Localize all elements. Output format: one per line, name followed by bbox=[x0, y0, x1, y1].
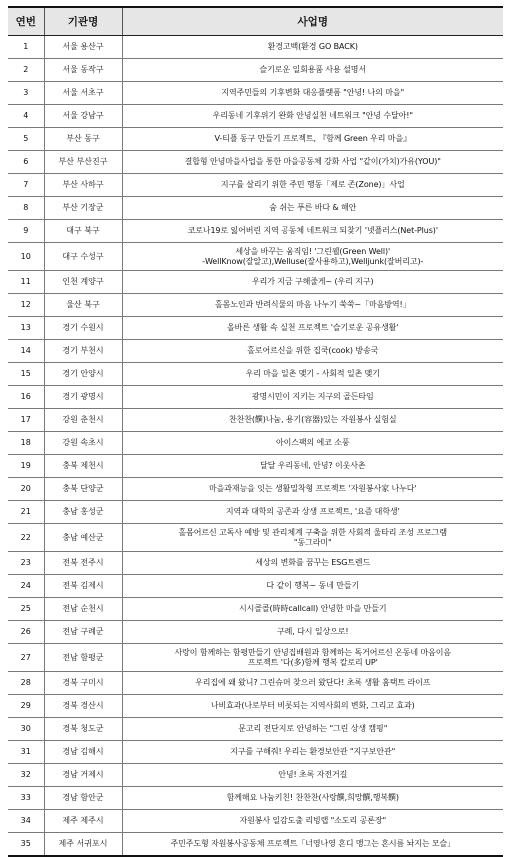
table-row bbox=[8, 575, 503, 598]
cell-organization: 서울 서초구 bbox=[44, 82, 122, 105]
cell-project-name: 지구를 살리기 위한 주민 행동「제로 존(Zone)」사업 bbox=[122, 174, 503, 197]
table-row bbox=[8, 340, 503, 363]
cell-organization: 전남 구례군 bbox=[44, 621, 122, 644]
cell-organization: 강원 춘천시 bbox=[44, 409, 122, 432]
cell-serial-number: 6 bbox=[8, 151, 44, 174]
table-row bbox=[8, 59, 503, 82]
cell-organization: 경기 부천시 bbox=[44, 340, 122, 363]
cell-serial-number: 28 bbox=[8, 672, 44, 695]
table-row bbox=[8, 432, 503, 455]
table-header bbox=[8, 7, 503, 36]
cell-serial-number: 12 bbox=[8, 294, 44, 317]
cell-serial-number: 20 bbox=[8, 478, 44, 501]
table-row bbox=[8, 409, 503, 432]
cell-organization: 경남 함안군 bbox=[44, 787, 122, 810]
cell-serial-number: 19 bbox=[8, 455, 44, 478]
cell-organization: 경북 청도군 bbox=[44, 718, 122, 741]
cell-serial-number: 25 bbox=[8, 598, 44, 621]
cell-project-name: 마을과재능을 잇는 생활밀착형 프로젝트 '자원봉사家 나누다' bbox=[122, 478, 503, 501]
table-row bbox=[8, 598, 503, 621]
cell-project-name: 주민주도형 자원봉사공동체 프로젝트「너영나영 혼디 맹그는 혼시름 놔지는 모슬」 bbox=[122, 833, 503, 857]
cell-organization: 전북 김제시 bbox=[44, 575, 122, 598]
table-row bbox=[8, 271, 503, 294]
project-list-table-container bbox=[8, 6, 503, 857]
cell-organization: 충북 제천시 bbox=[44, 455, 122, 478]
cell-serial-number: 35 bbox=[8, 833, 44, 857]
cell-serial-number: 9 bbox=[8, 220, 44, 243]
project-list-table bbox=[8, 6, 503, 857]
table-row bbox=[8, 294, 503, 317]
cell-project-name: 시시콜콜(時時callcall) 안녕한 마을 만들기 bbox=[122, 598, 503, 621]
table-row bbox=[8, 764, 503, 787]
cell-project-name: 홀몸노인과 반려식물의 마음 나누기 쑥쑥~「마음방역!」 bbox=[122, 294, 503, 317]
cell-project-name: 자원봉사 일감도출 리빙랩 "소도리 공론장" bbox=[122, 810, 503, 833]
table-row bbox=[8, 478, 503, 501]
cell-project-name: 우리집에 왜 왔니? 그린슈머 찾으러 왔단다! 초록 생활 홈택트 라이프 bbox=[122, 672, 503, 695]
cell-organization: 전남 순천시 bbox=[44, 598, 122, 621]
cell-serial-number: 26 bbox=[8, 621, 44, 644]
cell-organization: 대구 북구 bbox=[44, 220, 122, 243]
cell-serial-number: 24 bbox=[8, 575, 44, 598]
cell-serial-number: 30 bbox=[8, 718, 44, 741]
cell-project-name: 달달 우리동네, 안녕? 이웃사촌 bbox=[122, 455, 503, 478]
cell-organization: 서울 용산구 bbox=[44, 36, 122, 59]
cell-project-name: 지구를 구해줘! 우리는 환경보안관 "지구보안관" bbox=[122, 741, 503, 764]
cell-serial-number: 2 bbox=[8, 59, 44, 82]
table-body bbox=[8, 36, 503, 857]
cell-serial-number: 16 bbox=[8, 386, 44, 409]
table-row bbox=[8, 174, 503, 197]
table-row bbox=[8, 672, 503, 695]
table-row bbox=[8, 82, 503, 105]
cell-serial-number: 8 bbox=[8, 197, 44, 220]
cell-project-name: 지역과 대학의 공존과 상생 프로젝트, '요즘 대학생' bbox=[122, 501, 503, 524]
table-row bbox=[8, 455, 503, 478]
cell-serial-number: 15 bbox=[8, 363, 44, 386]
cell-serial-number: 17 bbox=[8, 409, 44, 432]
cell-project-name: 슬기로운 일회용품 사용 설명서 bbox=[122, 59, 503, 82]
table-row bbox=[8, 501, 503, 524]
cell-organization: 경북 구미시 bbox=[44, 672, 122, 695]
cell-organization: 제주 제주시 bbox=[44, 810, 122, 833]
cell-serial-number: 29 bbox=[8, 695, 44, 718]
table-row bbox=[8, 197, 503, 220]
cell-organization: 경기 광명시 bbox=[44, 386, 122, 409]
table-row bbox=[8, 128, 503, 151]
cell-project-name: 함께해요 나눔키친! 찬찬찬(사랑饌,희망饌,행복饌) bbox=[122, 787, 503, 810]
cell-serial-number: 33 bbox=[8, 787, 44, 810]
table-row bbox=[8, 524, 503, 552]
cell-organization: 경남 거제시 bbox=[44, 764, 122, 787]
cell-organization: 서울 동작구 bbox=[44, 59, 122, 82]
cell-organization: 인천 계양구 bbox=[44, 271, 122, 294]
cell-organization: 서울 강남구 bbox=[44, 105, 122, 128]
cell-organization: 울산 북구 bbox=[44, 294, 122, 317]
cell-project-name: 홀몸어르신 고독사 예방 및 관리체계 구축을 위한 사회적 울타리 조성 프로그램 "동그라미" bbox=[122, 524, 503, 552]
cell-organization: 부산 동구 bbox=[44, 128, 122, 151]
cell-project-name: V-티플 동구 만들기 프로젝트, 『함께 Green 우리 마을』 bbox=[122, 128, 503, 151]
header-organization: 기관명 bbox=[44, 7, 122, 36]
cell-project-name: 아이스팩의 에코 소풍 bbox=[122, 432, 503, 455]
cell-project-name: 광명시민이 지키는 지구의 골든타임 bbox=[122, 386, 503, 409]
cell-serial-number: 18 bbox=[8, 432, 44, 455]
cell-serial-number: 31 bbox=[8, 741, 44, 764]
cell-organization: 제주 서귀포시 bbox=[44, 833, 122, 857]
header-row bbox=[8, 7, 503, 36]
cell-project-name: 사랑이 함께하는 함평만들기 안녕집배원과 함께하는 독거어르신 온동네 마음이음 프로젝트 '다(多)함께 행복 칼로리 UP' bbox=[122, 644, 503, 672]
cell-organization: 부산 기장군 bbox=[44, 197, 122, 220]
cell-organization: 강원 속초시 bbox=[44, 432, 122, 455]
cell-organization: 충남 홍성군 bbox=[44, 501, 122, 524]
cell-organization: 경기 안양시 bbox=[44, 363, 122, 386]
table-row bbox=[8, 644, 503, 672]
cell-project-name: 안녕! 초록 자전거길 bbox=[122, 764, 503, 787]
cell-project-name: 환경고백(환경 GO BACK) bbox=[122, 36, 503, 59]
cell-serial-number: 34 bbox=[8, 810, 44, 833]
cell-serial-number: 13 bbox=[8, 317, 44, 340]
cell-organization: 전북 전주시 bbox=[44, 552, 122, 575]
cell-project-name: 우리 마을 일촌 맺기 - 사회적 일촌 맺기 bbox=[122, 363, 503, 386]
cell-project-name: 우리동네 기후위기 완화 안녕실천 네트워크 "안녕 수달아!" bbox=[122, 105, 503, 128]
header-project-name: 사업명 bbox=[122, 7, 503, 36]
table-row bbox=[8, 363, 503, 386]
cell-project-name: 우리가 지금 구해줄게~ (우리 지구) bbox=[122, 271, 503, 294]
table-row bbox=[8, 243, 503, 271]
cell-organization: 충남 예산군 bbox=[44, 524, 122, 552]
cell-project-name: 코로나19로 잃어버린 지역 공동체 네트워크 되찾기 '넷플러스(Net-Plus)' bbox=[122, 220, 503, 243]
table-row bbox=[8, 695, 503, 718]
table-row bbox=[8, 105, 503, 128]
table-row bbox=[8, 833, 503, 857]
cell-project-name: 세상의 변화를 꿈꾸는 ESG트렌드 bbox=[122, 552, 503, 575]
cell-serial-number: 1 bbox=[8, 36, 44, 59]
cell-organization: 부산 부산진구 bbox=[44, 151, 122, 174]
cell-project-name: 구례, 다시 일상으로! bbox=[122, 621, 503, 644]
table-row bbox=[8, 787, 503, 810]
cell-project-name: 세상을 바꾸는 움직임! '그린웰(Green Well)' -WellKnow(잘알고),Welluse(잘사용하고),Welljunk(잘버리고)- bbox=[122, 243, 503, 271]
cell-organization: 경북 경산시 bbox=[44, 695, 122, 718]
cell-organization: 부산 사하구 bbox=[44, 174, 122, 197]
cell-project-name: 홀로어르신을 위한 집쿡(cook) 방송국 bbox=[122, 340, 503, 363]
cell-serial-number: 7 bbox=[8, 174, 44, 197]
cell-project-name: 올바른 생활 속 실천 프로젝트 '슬기로운 공유생활' bbox=[122, 317, 503, 340]
table-row bbox=[8, 386, 503, 409]
cell-serial-number: 14 bbox=[8, 340, 44, 363]
cell-organization: 대구 수성구 bbox=[44, 243, 122, 271]
cell-serial-number: 10 bbox=[8, 243, 44, 271]
cell-serial-number: 23 bbox=[8, 552, 44, 575]
table-row bbox=[8, 810, 503, 833]
table-row bbox=[8, 36, 503, 59]
cell-serial-number: 21 bbox=[8, 501, 44, 524]
cell-serial-number: 27 bbox=[8, 644, 44, 672]
table-row bbox=[8, 151, 503, 174]
cell-project-name: 찬찬찬(饌)나눔, 용기(容器)있는 자원봉사 실험실 bbox=[122, 409, 503, 432]
cell-organization: 경기 수원시 bbox=[44, 317, 122, 340]
cell-organization: 충북 단양군 bbox=[44, 478, 122, 501]
table-row bbox=[8, 317, 503, 340]
cell-project-name: 다 같이 행복~ 동네 만들기 bbox=[122, 575, 503, 598]
table-row bbox=[8, 220, 503, 243]
cell-organization: 경남 김해시 bbox=[44, 741, 122, 764]
cell-project-name: 숨 쉬는 푸른 바다 & 해안 bbox=[122, 197, 503, 220]
cell-project-name: 문고리 전단지로 안녕하는 "그린 상생 캠핑" bbox=[122, 718, 503, 741]
cell-project-name: 결합형 안녕마을사업을 통한 마을공동체 강화 사업 "같이(가치)가유(YOU)" bbox=[122, 151, 503, 174]
cell-serial-number: 32 bbox=[8, 764, 44, 787]
header-serial-number: 연번 bbox=[8, 7, 44, 36]
cell-organization: 전남 함평군 bbox=[44, 644, 122, 672]
cell-serial-number: 4 bbox=[8, 105, 44, 128]
table-row bbox=[8, 552, 503, 575]
cell-serial-number: 3 bbox=[8, 82, 44, 105]
table-row bbox=[8, 741, 503, 764]
table-row bbox=[8, 621, 503, 644]
cell-serial-number: 22 bbox=[8, 524, 44, 552]
table-row bbox=[8, 718, 503, 741]
cell-serial-number: 5 bbox=[8, 128, 44, 151]
cell-project-name: 나비효과(나로부터 비롯되는 지역사회의 변화, 그리고 효과) bbox=[122, 695, 503, 718]
cell-serial-number: 11 bbox=[8, 271, 44, 294]
cell-project-name: 지역주민들의 기후변화 대응플랫폼 "안녕! 나의 마을" bbox=[122, 82, 503, 105]
